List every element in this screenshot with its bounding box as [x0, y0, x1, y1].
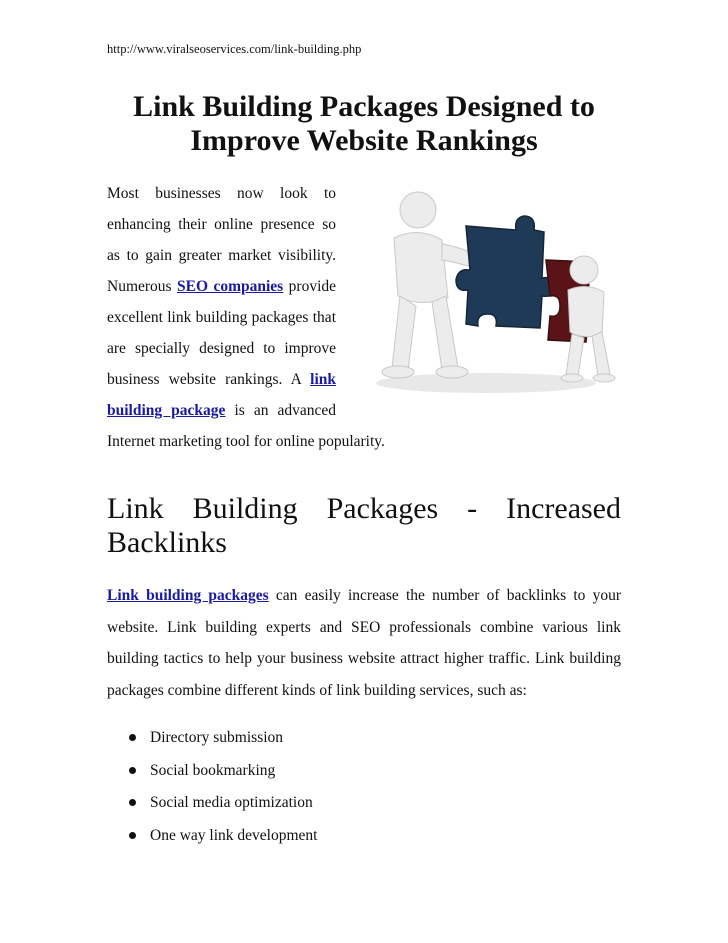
services-list [127, 722, 317, 852]
section-heading: Link Building Packages - Increased Backlinks [107, 492, 621, 559]
list-item [127, 755, 317, 788]
list-item [127, 820, 317, 853]
list-item-label: Directory submission [150, 729, 284, 746]
bullet-icon [129, 734, 136, 741]
intro-text-2: provide excellent link building packages that are specially designed to improve business website rankings. A [107, 278, 336, 388]
section-paragraph [107, 580, 621, 706]
list-item [127, 787, 317, 820]
bullet-icon [129, 799, 136, 806]
list-item [127, 722, 317, 755]
seo-companies-link[interactable]: SEO companies [177, 278, 284, 295]
bullet-icon [129, 832, 136, 839]
list-item-label: One way link development [150, 826, 318, 844]
bullet-icon [129, 767, 136, 774]
page-url: http://www.viralseoservices.com/link-building.php [107, 42, 362, 56]
list-item-label: Social media optimization [150, 794, 313, 811]
page-title: Link Building Packages Designed to Improve Website Rankings [133, 90, 595, 157]
intro-text-3: is an advanced Internet marketing tool for online popularity. [107, 402, 385, 450]
link-building-packages-link[interactable]: Link building packages [107, 587, 269, 604]
section-text: can easily increase the number of backlinks to your website. Link building experts and SEO professionals combine various link building tactics to help your business website attract higher traffic. Link building packages combine different kinds of link building services, such as: [107, 587, 621, 699]
link-building-package-link[interactable]: link building package [107, 371, 336, 419]
puzzle-people-illustration [346, 178, 621, 398]
intro-paragraph [107, 178, 621, 457]
list-item-label: Social bookmarking [150, 761, 276, 779]
intro-text-1: Most businesses now look to enhancing their online presence so as to gain greater market visibility. Numerous [107, 185, 336, 295]
